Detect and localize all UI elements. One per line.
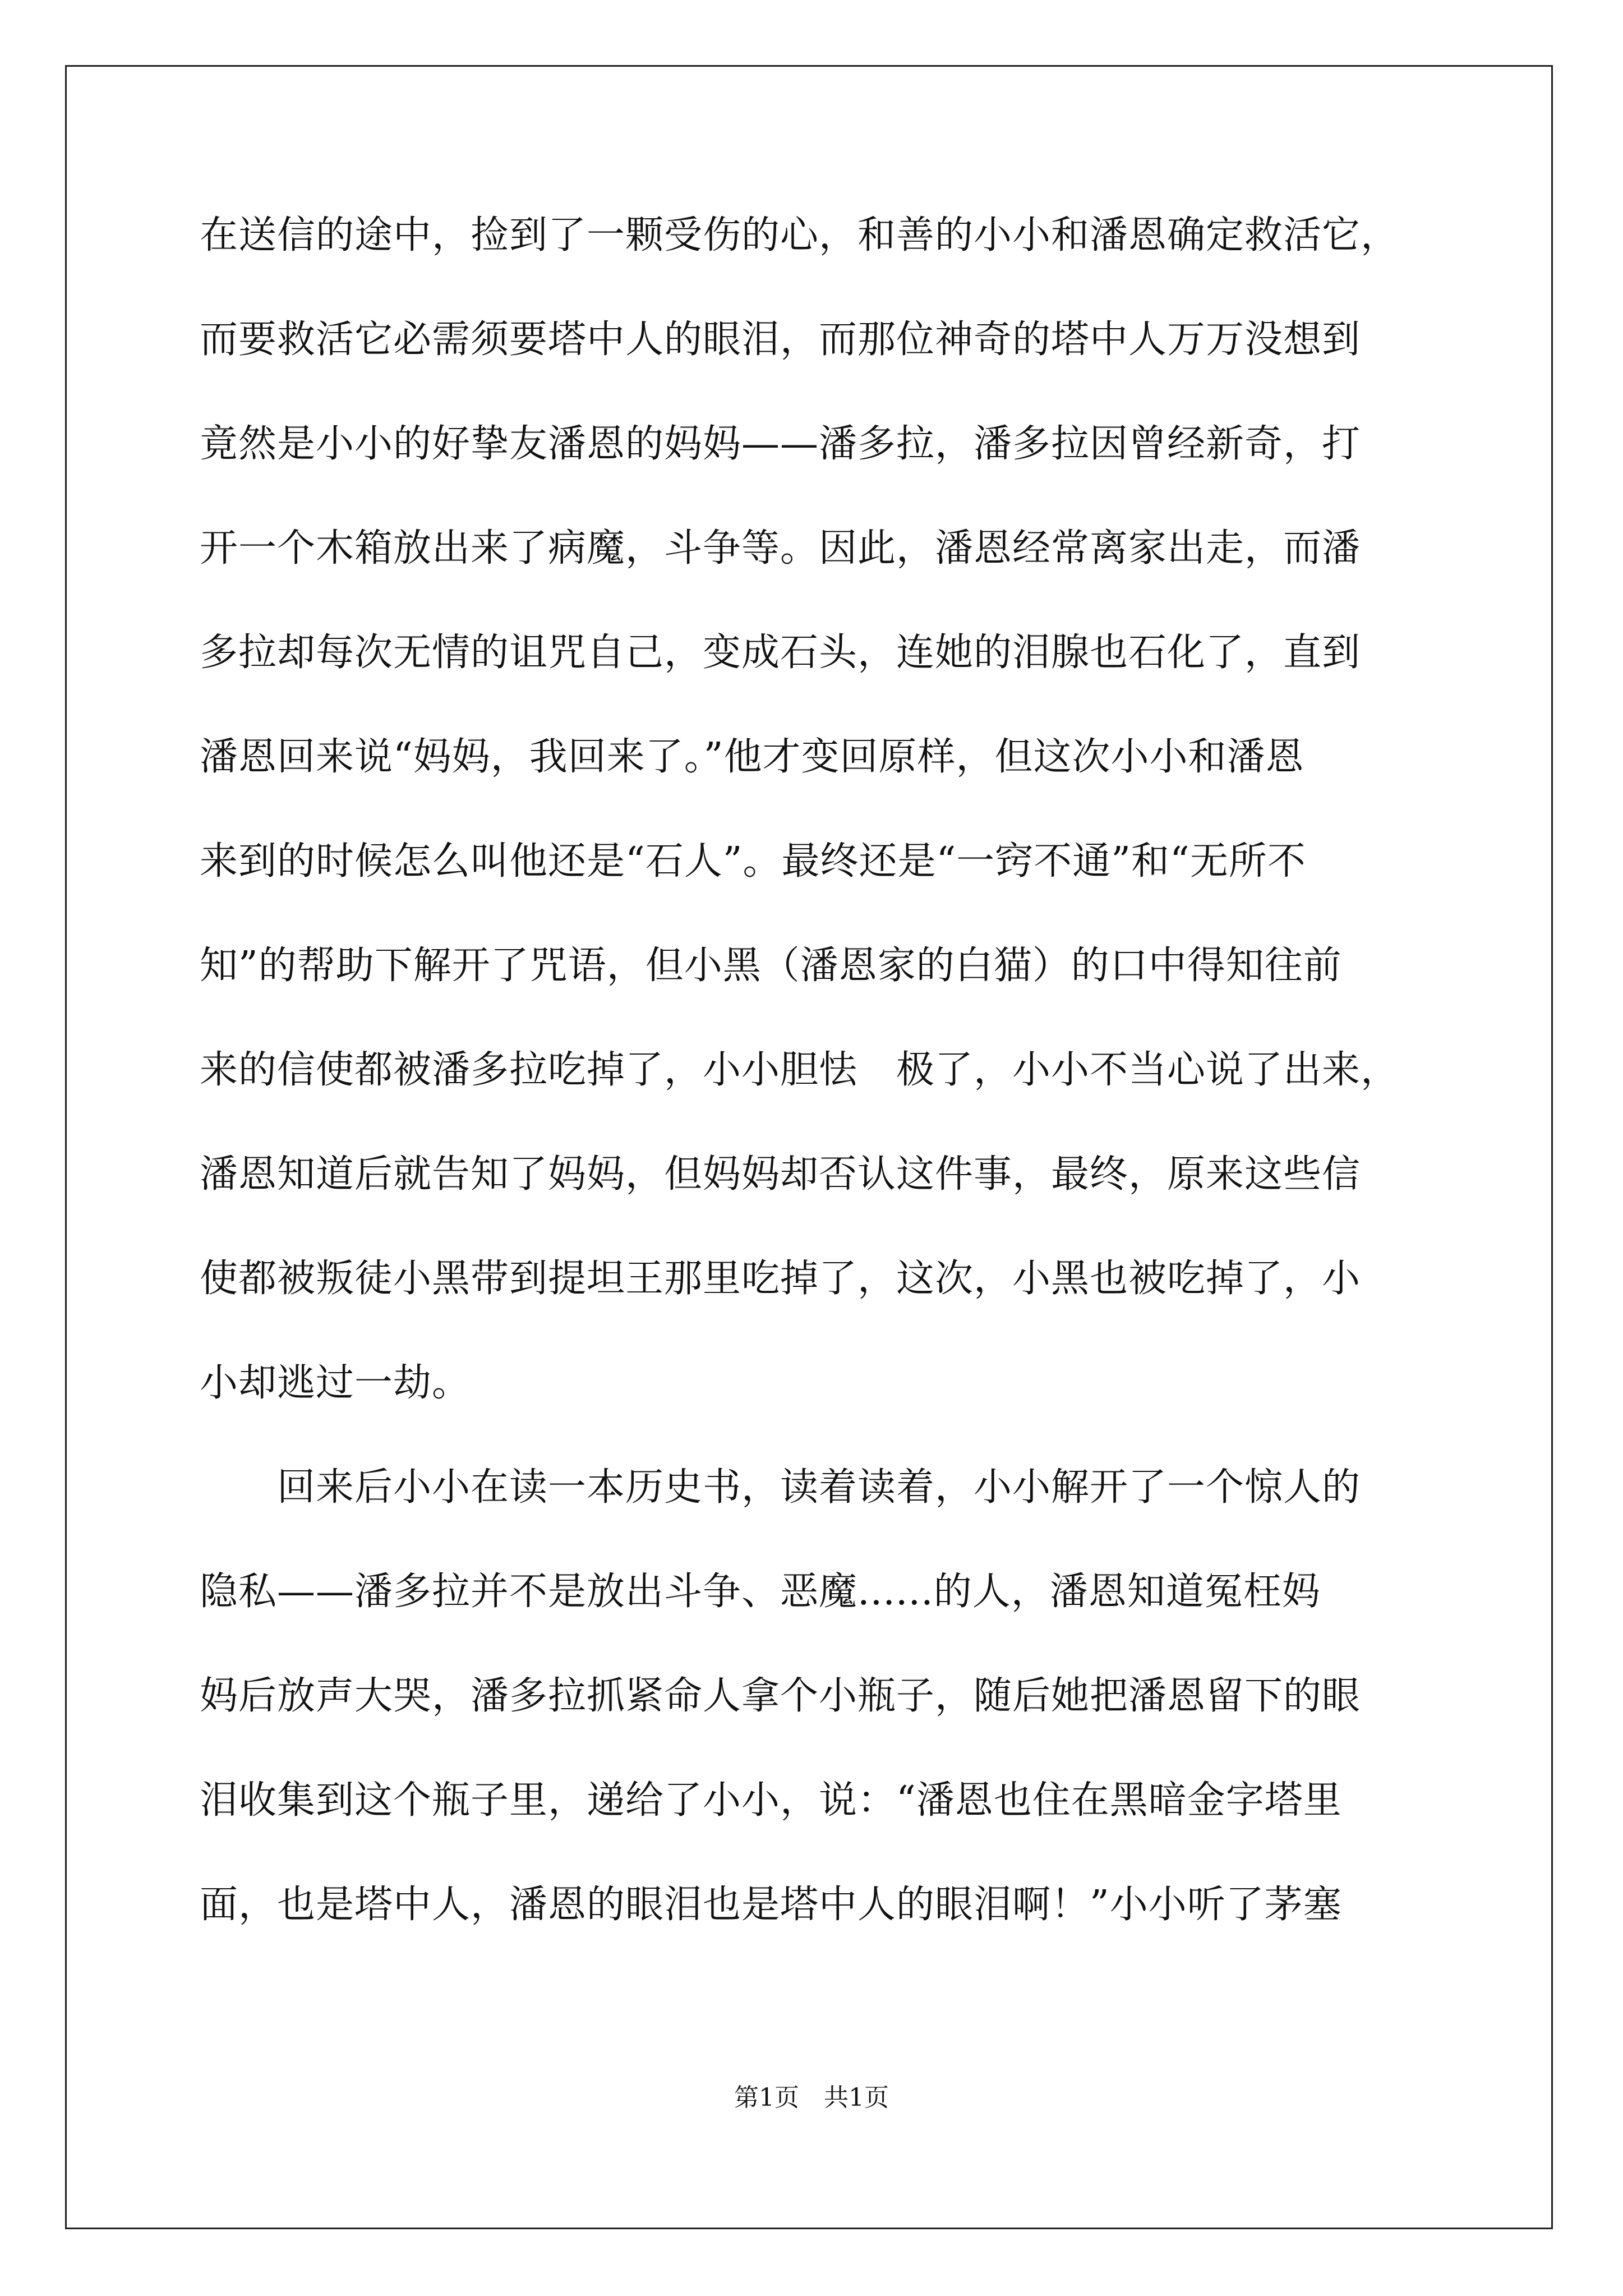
text-line-9: 来的信使都被潘多拉吃掉了，小小胆怯 极了，小小不当心说了出来， [200, 1048, 1400, 1092]
text-line-7: 来到的时候怎么叫他还是“石人”。最终还是“一窍不通”和“无所不 [200, 839, 1306, 884]
text-line-6: 潘恩回来说“妈妈，我回来了。”他才变回原样，但这次小小和潘恩 [200, 735, 1304, 779]
text-line-2: 而要救活它必需须要塔中人的眼泪，而那位神奇的塔中人万万没想到 [200, 318, 1361, 362]
text-line-11: 使都被叛徒小黑带到提坦王那里吃掉了，这次，小黑也被吃掉了，小 [200, 1257, 1361, 1301]
text-line-10: 潘恩知道后就告知了妈妈，但妈妈却否认这件事，最终，原来这些信 [200, 1152, 1361, 1197]
text-line-13: 回来后小小在读一本历史书，读着读着，小小解开了一个惊人的 [200, 1465, 1361, 1510]
text-line-1: 在送信的途中，捡到了一颗受伤的心，和善的小小和潘恩确定救活它， [200, 213, 1400, 257]
text-line-14: 隐私——潘多拉并不是放出斗争、恶魔......的人，潘恩知道冤枉妈 [200, 1570, 1321, 1614]
text-line-8: 知”的帮助下解开了咒语，但小黑（潘恩家的白猫）的口中得知往前 [200, 944, 1342, 988]
text-line-15: 妈后放声大哭，潘多拉抓紧命人拿个小瓶子，随后她把潘恩留下的眼 [200, 1674, 1361, 1718]
text-line-17: 面，也是塔中人，潘恩的眼泪也是塔中人的眼泪啊！”小小听了茅塞 [200, 1883, 1342, 1927]
text-line-16: 泪收集到这个瓶子里，递给了小小，说：“潘恩也住在黑暗金字塔里 [200, 1778, 1342, 1823]
page-number: 第1页 共1页 [734, 2083, 889, 2112]
text-line-12: 小却逃过一劫。 [200, 1361, 471, 1405]
text-line-3: 竟然是小小的好挚友潘恩的妈妈——潘多拉，潘多拉因曾经新奇，打 [200, 422, 1361, 466]
text-line-5: 多拉却每次无情的诅咒自己，变成石头，连她的泪腺也石化了，直到 [200, 631, 1361, 675]
text-line-4: 开一个木箱放出来了病魔，斗争等。因此，潘恩经常离家出走，而潘 [200, 526, 1361, 570]
